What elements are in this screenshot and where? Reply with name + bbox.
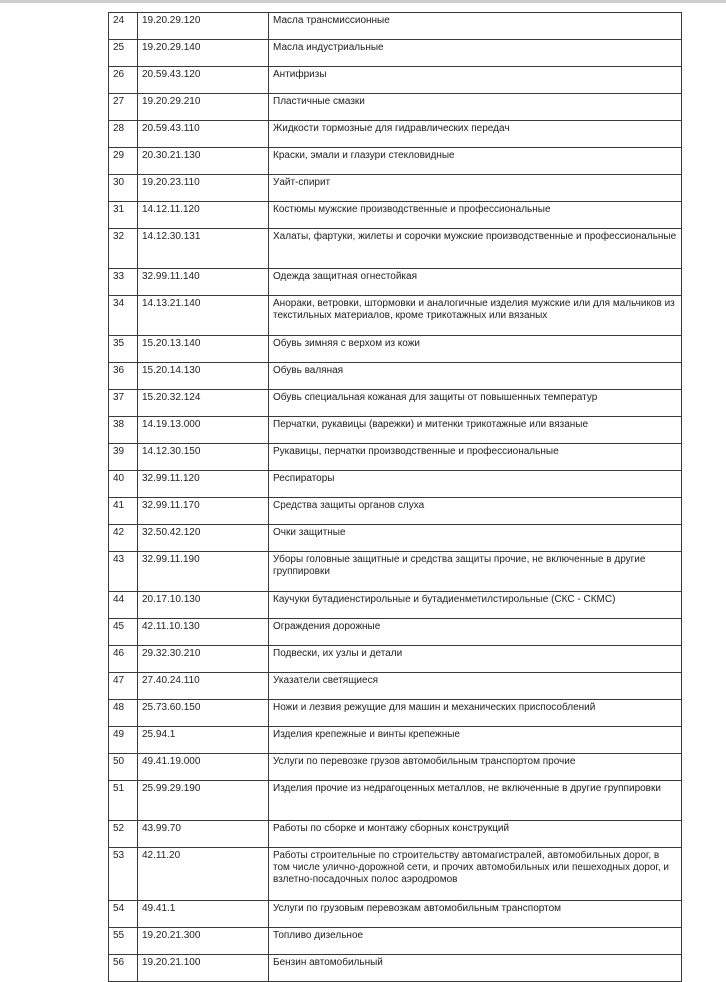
- row-okpd-code: 32.50.42.120: [138, 525, 269, 552]
- row-okpd-code: 42.11.20: [138, 848, 269, 901]
- table-row: [109, 148, 682, 175]
- table-row: [109, 121, 682, 148]
- row-item-name: Масла трансмиссионные: [269, 13, 682, 40]
- row-okpd-code: 25.94.1: [138, 727, 269, 754]
- row-item-name: Респираторы: [269, 471, 682, 498]
- table-row: [109, 67, 682, 94]
- table-row: [109, 13, 682, 40]
- table-row: [109, 646, 682, 673]
- row-okpd-code: 19.20.29.210: [138, 94, 269, 121]
- row-number: 41: [109, 498, 138, 525]
- row-okpd-code: 49.41.1: [138, 901, 269, 928]
- row-item-name: Изделия прочие из недрагоценных металлов, не включенные в другие группировки: [269, 781, 682, 821]
- row-item-name: Указатели светящиеся: [269, 673, 682, 700]
- row-number: 38: [109, 417, 138, 444]
- row-number: 50: [109, 754, 138, 781]
- row-number: 36: [109, 363, 138, 390]
- table-row: [109, 848, 682, 901]
- row-okpd-code: 14.19.13.000: [138, 417, 269, 444]
- table-row: [109, 525, 682, 552]
- table-row: [109, 821, 682, 848]
- row-number: 55: [109, 928, 138, 955]
- row-item-name: Ограждения дорожные: [269, 619, 682, 646]
- row-number: 47: [109, 673, 138, 700]
- table-row: [109, 754, 682, 781]
- row-number: 37: [109, 390, 138, 417]
- row-number: 54: [109, 901, 138, 928]
- table-row: [109, 296, 682, 336]
- row-okpd-code: 27.40.24.110: [138, 673, 269, 700]
- row-item-name: Ножи и лезвия режущие для машин и механических приспособлений: [269, 700, 682, 727]
- table-row: [109, 673, 682, 700]
- row-number: 45: [109, 619, 138, 646]
- row-okpd-code: 25.99.29.190: [138, 781, 269, 821]
- row-item-name: Перчатки, рукавицы (варежки) и митенки трикотажные или вязаные: [269, 417, 682, 444]
- row-item-name: Бензин автомобильный: [269, 955, 682, 982]
- row-number: 24: [109, 13, 138, 40]
- row-item-name: Обувь валяная: [269, 363, 682, 390]
- row-okpd-code: 42.11.10.130: [138, 619, 269, 646]
- items-table: [108, 12, 682, 982]
- row-okpd-code: 32.99.11.120: [138, 471, 269, 498]
- table-row: [109, 727, 682, 754]
- row-item-name: Уборы головные защитные и средства защиты прочие, не включенные в другие группировки: [269, 552, 682, 592]
- table-row: [109, 955, 682, 982]
- table-row: [109, 175, 682, 202]
- row-number: 34: [109, 296, 138, 336]
- row-okpd-code: 49.41.19.000: [138, 754, 269, 781]
- row-item-name: Изделия крепежные и винты крепежные: [269, 727, 682, 754]
- row-number: 53: [109, 848, 138, 901]
- row-number: 27: [109, 94, 138, 121]
- row-okpd-code: 15.20.13.140: [138, 336, 269, 363]
- row-okpd-code: 32.99.11.190: [138, 552, 269, 592]
- row-item-name: Антифризы: [269, 67, 682, 94]
- row-item-name: Жидкости тормозные для гидравлических передач: [269, 121, 682, 148]
- row-okpd-code: 25.73.60.150: [138, 700, 269, 727]
- row-number: 46: [109, 646, 138, 673]
- row-number: 33: [109, 269, 138, 296]
- row-item-name: Уайт-спирит: [269, 175, 682, 202]
- row-number: 30: [109, 175, 138, 202]
- row-number: 52: [109, 821, 138, 848]
- table-row: [109, 94, 682, 121]
- page-top-edge: [0, 0, 726, 3]
- items-table-body: [109, 13, 682, 982]
- row-item-name: Одежда защитная огнестойкая: [269, 269, 682, 296]
- row-number: 39: [109, 444, 138, 471]
- row-okpd-code: 14.12.11.120: [138, 202, 269, 229]
- row-number: 56: [109, 955, 138, 982]
- row-item-name: Костюмы мужские производственные и профессиональные: [269, 202, 682, 229]
- table-row: [109, 417, 682, 444]
- table-row: [109, 363, 682, 390]
- row-okpd-code: 32.99.11.170: [138, 498, 269, 525]
- row-okpd-code: 20.30.21.130: [138, 148, 269, 175]
- row-number: 43: [109, 552, 138, 592]
- row-number: 42: [109, 525, 138, 552]
- row-item-name: Анораки, ветровки, штормовки и аналогичные изделия мужские или для мальчиков из текстильных материалов, кроме трикотажных или вязаных: [269, 296, 682, 336]
- table-row: [109, 229, 682, 269]
- row-item-name: Подвески, их узлы и детали: [269, 646, 682, 673]
- row-number: 29: [109, 148, 138, 175]
- row-item-name: Услуги по перевозке грузов автомобильным транспортом прочие: [269, 754, 682, 781]
- row-okpd-code: 19.20.23.110: [138, 175, 269, 202]
- row-item-name: Каучуки бутадиенстирольные и бутадиенметилстирольные (СКС - СКМС): [269, 592, 682, 619]
- row-okpd-code: 19.20.21.300: [138, 928, 269, 955]
- row-number: 44: [109, 592, 138, 619]
- row-item-name: Очки защитные: [269, 525, 682, 552]
- row-item-name: Обувь зимняя с верхом из кожи: [269, 336, 682, 363]
- row-okpd-code: 29.32.30.210: [138, 646, 269, 673]
- row-okpd-code: 20.59.43.120: [138, 67, 269, 94]
- row-okpd-code: 14.13.21.140: [138, 296, 269, 336]
- row-okpd-code: 15.20.32.124: [138, 390, 269, 417]
- row-item-name: Работы строительные по строительству автомагистралей, автомобильных дорог, в том числе улично-дорожной сети, и прочих автомобильных или пешеходных дорог, и взлетно-посадочных полос аэродромов: [269, 848, 682, 901]
- row-item-name: Обувь специальная кожаная для защиты от повышенных температур: [269, 390, 682, 417]
- row-item-name: Средства защиты органов слуха: [269, 498, 682, 525]
- row-number: 31: [109, 202, 138, 229]
- row-number: 25: [109, 40, 138, 67]
- row-item-name: Масла индустриальные: [269, 40, 682, 67]
- table-row: [109, 498, 682, 525]
- table-row: [109, 40, 682, 67]
- table-row: [109, 700, 682, 727]
- row-okpd-code: 14.12.30.150: [138, 444, 269, 471]
- row-okpd-code: 15.20.14.130: [138, 363, 269, 390]
- row-number: 48: [109, 700, 138, 727]
- row-number: 32: [109, 229, 138, 269]
- table-row: [109, 471, 682, 498]
- row-okpd-code: 32.99.11.140: [138, 269, 269, 296]
- row-okpd-code: 20.59.43.110: [138, 121, 269, 148]
- row-okpd-code: 19.20.21.100: [138, 955, 269, 982]
- row-item-name: Топливо дизельное: [269, 928, 682, 955]
- row-item-name: Рукавицы, перчатки производственные и профессиональные: [269, 444, 682, 471]
- row-okpd-code: 43.99.70: [138, 821, 269, 848]
- table-row: [109, 202, 682, 229]
- table-row: [109, 781, 682, 821]
- table-row: [109, 552, 682, 592]
- row-number: 49: [109, 727, 138, 754]
- table-row: [109, 619, 682, 646]
- table-row: [109, 390, 682, 417]
- table-row: [109, 592, 682, 619]
- row-item-name: Пластичные смазки: [269, 94, 682, 121]
- table-row: [109, 444, 682, 471]
- table-row: [109, 928, 682, 955]
- row-item-name: Краски, эмали и глазури стекловидные: [269, 148, 682, 175]
- table-row: [109, 269, 682, 296]
- row-okpd-code: 19.20.29.140: [138, 40, 269, 67]
- row-okpd-code: 14.12.30.131: [138, 229, 269, 269]
- row-okpd-code: 20.17.10.130: [138, 592, 269, 619]
- row-number: 26: [109, 67, 138, 94]
- row-number: 28: [109, 121, 138, 148]
- row-number: 35: [109, 336, 138, 363]
- table-row: [109, 336, 682, 363]
- row-number: 51: [109, 781, 138, 821]
- row-item-name: Халаты, фартуки, жилеты и сорочки мужские производственные и профессиональные: [269, 229, 682, 269]
- row-okpd-code: 19.20.29.120: [138, 13, 269, 40]
- row-item-name: Услуги по грузовым перевозкам автомобильным транспортом: [269, 901, 682, 928]
- row-number: 40: [109, 471, 138, 498]
- row-item-name: Работы по сборке и монтажу сборных конструкций: [269, 821, 682, 848]
- table-row: [109, 901, 682, 928]
